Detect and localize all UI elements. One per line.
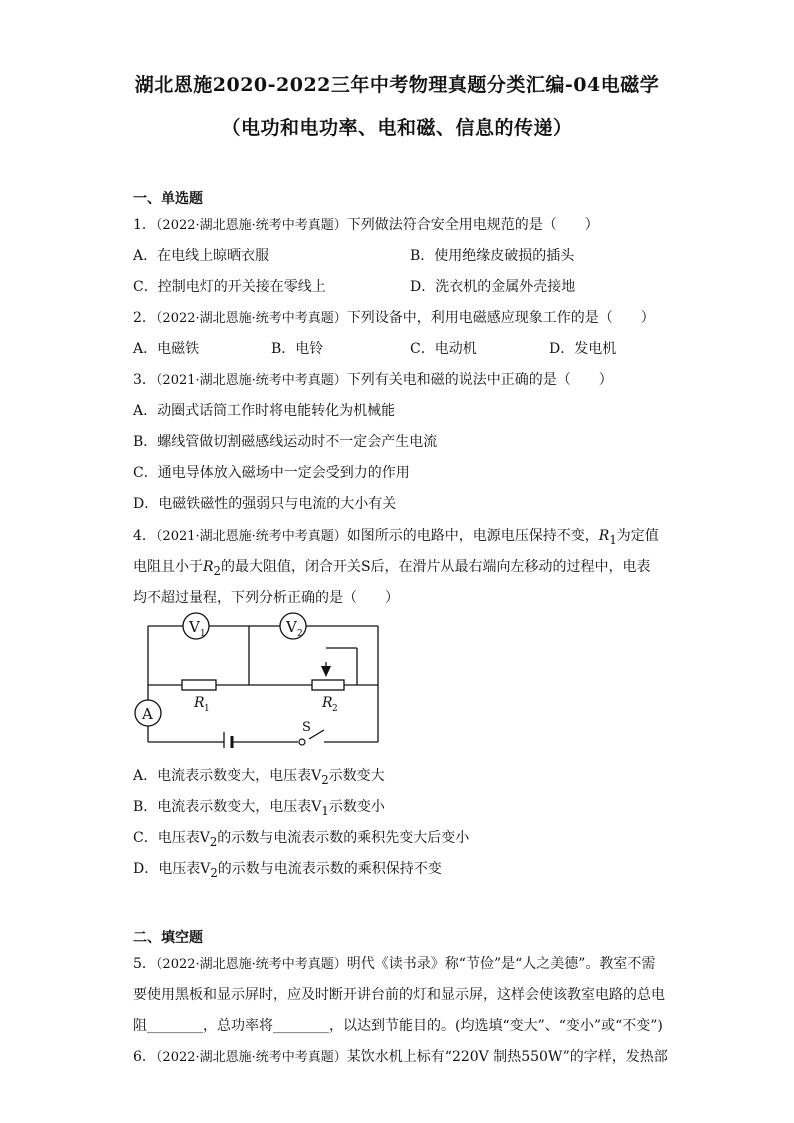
voltmeter-v2-icon	[280, 613, 306, 639]
question-3-stem: 3．（2021·湖北恩施·统考中考真题）下列有关电和磁的说法中正确的是（ ）	[133, 372, 613, 388]
question-6-line1: 6．（2022·湖北恩施·统考中考真题）某饮水机上标有“220V 制热550W”的字样，发热部	[133, 1049, 668, 1065]
switch-s-icon	[299, 720, 311, 745]
section-heading: 二、填空题	[133, 930, 203, 946]
q1-option-d: D．洗衣机的金属外壳接地	[410, 279, 576, 295]
svg-text:2: 2	[332, 704, 338, 714]
q1-option-b: B．使用绝缘皮破损的插头	[410, 248, 575, 264]
q2-option-b: B．电铃	[271, 341, 324, 357]
question-5-line2: 要使用黑板和显示屏时，应及时断开讲台前的灯和显示屏，这样会使该教室电路的总电	[133, 987, 665, 1003]
answer-blank: ________	[147, 1018, 203, 1034]
q2-option-d: D．发电机	[549, 341, 617, 357]
svg-text:S: S	[302, 720, 311, 735]
resistor-r1	[182, 680, 216, 714]
battery-icon	[224, 732, 232, 748]
q3-option-d: D．电磁铁磁性的强弱只与电流的大小有关	[133, 496, 397, 512]
section-heading: 一、单选题	[133, 191, 203, 207]
svg-text:R: R	[322, 695, 333, 711]
question-2-stem: 2．（2022·湖北恩施·统考中考真题）下列设备中，利用电磁感应现象工作的是（ ）	[133, 310, 655, 326]
svg-text:V: V	[286, 618, 297, 636]
q2-option-c: C．电动机	[410, 341, 477, 357]
q4-option-a: A．电流表示数变大，电压表$V_2$示数变大	[133, 768, 385, 787]
q1-option-c: C．控制电灯的开关接在零线上	[133, 279, 326, 295]
q1-option-a: A．在电线上晾晒衣服	[133, 248, 270, 264]
svg-text:R: R	[194, 695, 205, 711]
page-subtitle: （电功和电功率、电和磁、信息的传递）	[221, 117, 573, 139]
question-1-stem: 1．（2022·湖北恩施·统考中考真题）下列做法符合安全用电规范的是（ ）	[133, 217, 599, 233]
question-4-stem-line3: 均不超过量程，下列分析正确的是（ ）	[133, 590, 399, 606]
ammeter-icon	[135, 700, 161, 726]
rheostat-r2	[312, 666, 344, 714]
svg-text:A: A	[142, 705, 153, 723]
question-5-line1: 5．（2022·湖北恩施·统考中考真题）明代《读书录》称“节俭”是“人之美德”。教室不需	[133, 956, 656, 972]
page-title: 湖北恩施2020-2022三年中考物理真题分类汇编-04电磁学	[134, 74, 660, 96]
q3-option-c: C．通电导体放入磁场中一定会受到力的作用	[133, 465, 410, 481]
question-5-line3: 阻________，总功率将________，以达到节能目的。(均选填“变大”、“变小”或“不变”)	[133, 1018, 663, 1034]
q4-option-c: C．电压表$V_2$的示数与电流表示数的乘积先变大后变小	[133, 830, 470, 849]
voltmeter-v1-icon	[183, 613, 209, 639]
question-4-stem-line1: 4．（2021·湖北恩施·统考中考真题）如图所示的电路中，电源电压保持不变，$R_1$为定值	[133, 528, 659, 547]
q4-option-b: B．电流表示数变大，电压表$V_1$示数变小	[133, 799, 385, 818]
q2-option-a: A．电磁铁	[133, 341, 200, 357]
q3-option-a: A．动圈式话筒工作时将电能转化为机械能	[133, 403, 396, 419]
q3-option-b: B．螺线管做切割磁感线运动时不一定会产生电流	[133, 434, 438, 450]
circuit-diagram	[128, 606, 388, 748]
svg-text:2: 2	[297, 629, 303, 639]
svg-text:V: V	[189, 618, 200, 636]
answer-blank: ________	[273, 1018, 329, 1034]
svg-text:1: 1	[200, 629, 206, 639]
question-4-stem-line2: 电阻且小于$R_2$的最大阻值，闭合开关S后，在滑片从最右端向左移动的过程中，电表	[133, 559, 651, 578]
q4-option-d: D．电压表$V_2$的示数与电流表示数的乘积保持不变	[133, 861, 442, 880]
svg-text:1: 1	[204, 704, 210, 714]
